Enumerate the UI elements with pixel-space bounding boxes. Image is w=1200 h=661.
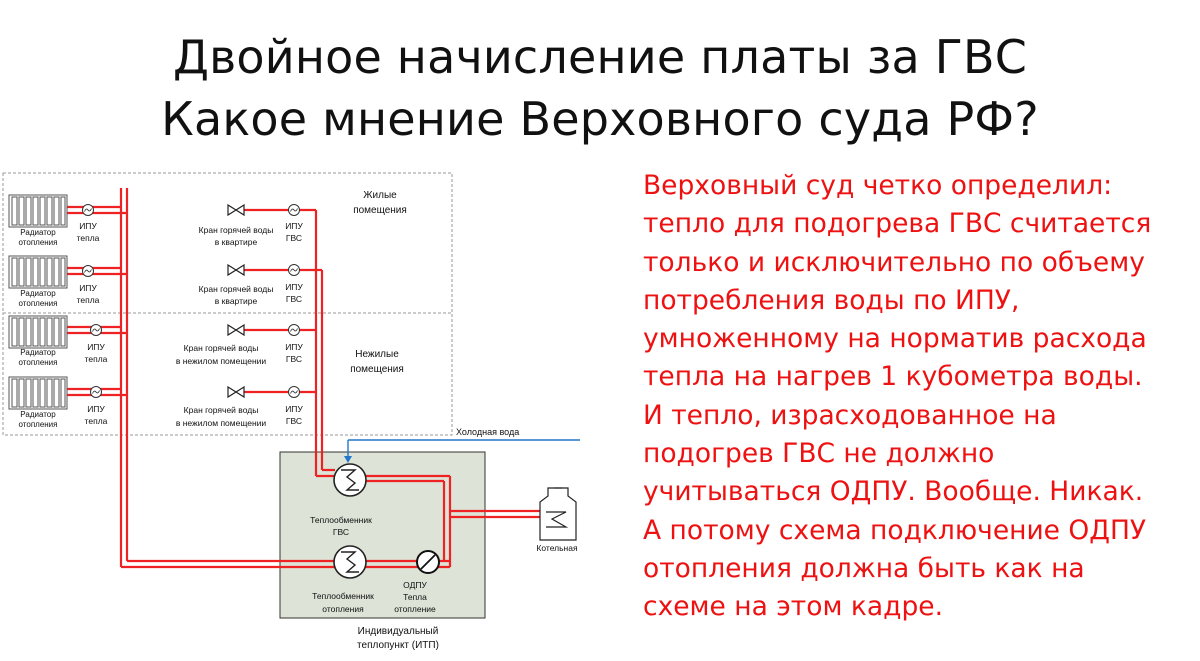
ipu-heat-meter-icon [91,387,102,398]
radiator-2 [9,256,67,288]
ipu-heat-meter-icon [83,266,94,277]
odpu-meter-icon [417,551,439,573]
radiator-3 [9,316,67,348]
ruling-line: только и исключительно по объему [643,246,1145,278]
ipu-gvs-meter-icon [289,265,300,276]
ruling-line: схеме на этом кадре. [643,591,943,623]
ruling-line: умноженному на норматив расхода [643,323,1147,355]
itp-label: теплопункт (ИТП) [357,640,439,651]
tap-apartment-label: Кран горячей воды [198,284,274,294]
ruling-line: тепла на нагрев 1 кубометра воды. [643,361,1143,393]
ipu-heat-label: ИПУ [87,342,105,352]
zone-residential-label: Жилые [363,190,397,201]
ipu-heat-label: тепла [84,354,108,364]
tap-nonres-label: Кран горячей воды [183,343,259,353]
ruling-line: А потому схема подключение ОДПУ [643,514,1147,546]
radiator-label: отопления [18,420,58,429]
hx-heating-label: Теплообменник [312,591,374,601]
radiator-label: Радиатор [20,289,56,298]
radiator-label: отопления [18,299,58,308]
ipu-gvs-meter-icon [289,205,300,216]
hx-heating-label: отопления [322,604,364,614]
ipu-heat-label: тепла [76,233,100,243]
ipu-heat-label: тепла [84,416,108,426]
ipu-heat-label: ИПУ [79,283,97,293]
cold-water-label: Холодная вода [456,427,520,437]
ipu-gvs-meter-icon [289,387,300,398]
ipu-gvs-label: ГВС [285,354,303,364]
hot-water-tap-icon [228,265,244,275]
radiator-label: Радиатор [20,348,56,357]
tap-nonres-label: в нежилом помещении [175,418,267,428]
ipu-gvs-label: ГВС [285,233,303,243]
hot-water-tap-icon [228,205,244,215]
ruling-line: подогрев ГВС не должно [643,438,995,470]
ipu-heat-label: ИПУ [87,404,105,414]
ruling-line: тепло для подогрева ГВС считается [643,208,1152,240]
ruling-line: Верховный суд четко определил: [643,170,1113,201]
ipu-gvs-label: ИПУ [285,282,303,292]
ruling-line: И тепло, израсходованное на [643,399,1057,431]
zone-residential-label: помещения [353,205,407,216]
ipu-gvs-meter-icon [289,325,300,336]
ipu-gvs-label: ИПУ [285,404,303,414]
ruling-line: потребления воды по ИПУ, [643,284,1020,316]
tap-apartment-label: Кран горячей воды [198,225,274,235]
ruling-line: отопления должна быть как на [643,552,1085,584]
odpu-label: ОДПУ [403,580,427,590]
hot-water-tap-icon [228,325,244,335]
hx-gvs-label: ГВС [332,527,350,537]
radiator-label: Радиатор [20,410,56,419]
radiator-label: отопления [18,238,58,247]
ruling-line: учитываться ОДПУ. Вообще. Никак. [643,476,1144,508]
radiator-label: отопления [18,358,58,367]
hot-water-tap-icon [228,387,244,397]
tap-apartment-label: в квартире [214,237,258,247]
zone-nonresidential-label: Нежилые [355,349,399,360]
ipu-heat-meter-icon [83,205,94,216]
hx-gvs-label: Теплообменник [310,515,372,525]
ipu-gvs-label: ИПУ [285,221,303,231]
zone-nonresidential-label: помещения [350,364,404,375]
ipu-heat-meter-icon [91,325,102,336]
radiator-4 [9,377,67,409]
ipu-heat-label: тепла [76,295,100,305]
ipu-gvs-label: ГВС [285,294,303,304]
ipu-heat-label: ИПУ [79,221,97,231]
supreme-court-ruling-text [643,167,1188,627]
heat-exchanger-heating-icon [334,546,366,578]
boiler-label: Котельная [536,543,578,553]
page-title-line-2: Какое мнение Верховного суда РФ? [161,92,1039,146]
odpu-label: отопление [394,604,436,614]
page-title-line-1: Двойное начисление платы за ГВС [172,30,1028,84]
radiator-label: Радиатор [20,228,56,237]
itp-label: Индивидуальный [357,626,439,637]
tap-nonres-label: Кран горячей воды [183,405,259,415]
odpu-label: Тепла [403,592,427,602]
tap-apartment-label: в квартире [214,296,258,306]
tap-nonres-label: в нежилом помещении [175,356,267,366]
ipu-gvs-label: ИПУ [285,342,303,352]
ipu-gvs-label: ГВС [285,416,303,426]
boiler-icon [540,488,576,540]
heat-exchanger-gvs-icon [334,464,366,496]
radiator-1 [9,195,67,227]
